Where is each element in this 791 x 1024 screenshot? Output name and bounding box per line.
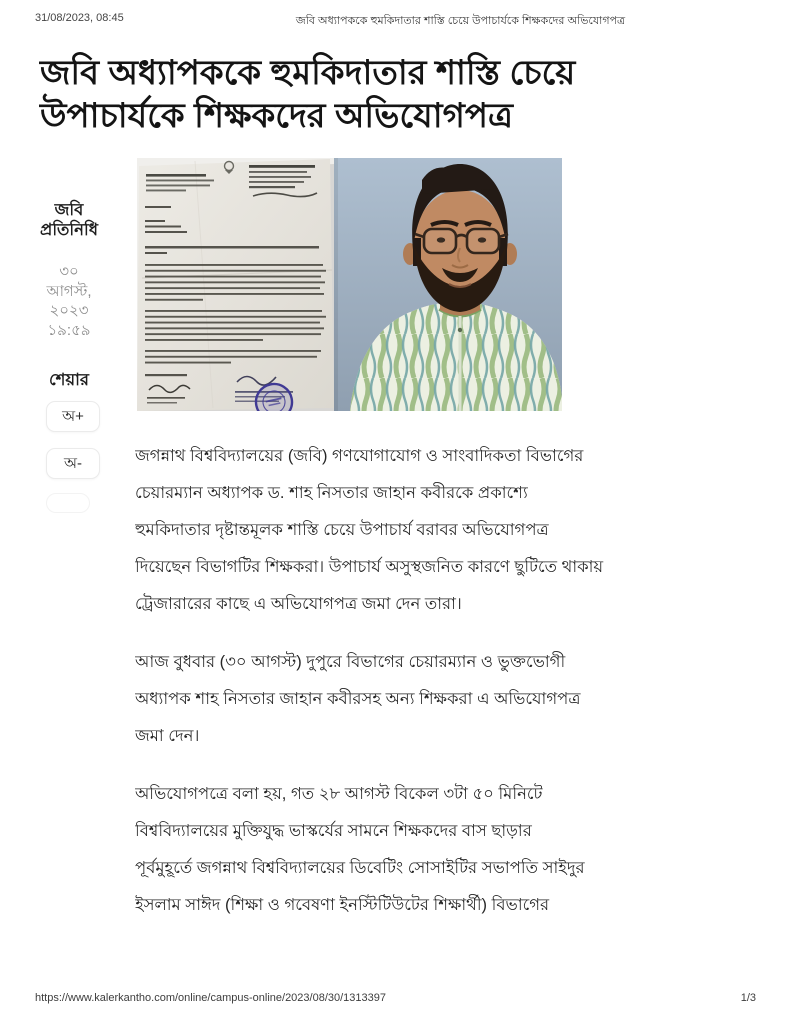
font-decrease-button[interactable]: অ- — [46, 448, 100, 479]
paragraph: অভিযোগপত্রে বলা হয়, গত ২৮ আগস্ট বিকেল ৩টা ৫০ মিনিটে বিশ্ববিদ্যালয়ের মুক্তিযুদ্ধ ভাস্কর্যের সামনে শিক্ষকদের বাস ছাড়ার পূর্বমুহূর্তে জগন্নাথ বিশ্ববিদ্যালয়ের ডিবেটিং সোসাইটির সভাপতি সাইদুর ইসলাম সাঈদ (শিক্ষা ও গবেষণা ইনস্টিটিউটের শিক্ষার্থী) বিভাগের — [135, 785, 585, 914]
paragraph: আজ বুধবার (৩০ আগস্ট) দুপুরে বিভাগের চেয়ারম্যান ও ভুক্তভোগী অধ্যাপক শাহ নিসতার জাহান কবীরসহ অন্য শিক্ষকরা এ অভিযোগপত্র জমা দেন। — [135, 653, 581, 745]
article-body — [135, 438, 695, 945]
publish-datetime: ৩০ আগস্ট, ২০২৩ ১৯:৫৯ — [46, 263, 92, 339]
page-indicator: 1/3 — [740, 992, 756, 1004]
article-headline — [40, 52, 760, 138]
print-datetime: 31/08/2023, 08:45 — [35, 12, 124, 24]
portrait-photo — [334, 158, 562, 411]
article-image-graphic — [137, 158, 562, 411]
share-label: শেয়ার — [48, 371, 90, 389]
source-url: https://www.kalerkantho.com/online/campus-online/2023/08/30/1313397 — [35, 992, 387, 1004]
share-button-placeholder[interactable] — [46, 493, 90, 513]
article-image — [137, 158, 562, 411]
headline-line: জবি অধ্যাপককে হুমকিদাতার শাস্তি চেয়ে — [40, 54, 576, 92]
letter-document — [137, 159, 339, 411]
article-byline: জবি প্রতিনিধি — [40, 201, 98, 239]
font-increase-button[interactable]: অ+ — [46, 401, 100, 432]
print-document-title: জবি অধ্যাপককে হুমকিদাতার শাস্তি চেয়ে উপাচার্যকে শিক্ষকদের অভিযোগপত্র — [295, 15, 626, 27]
headline-line: উপাচার্যকে শিক্ষকদের অভিযোগপত্র — [40, 97, 513, 135]
paragraph: জগন্নাথ বিশ্ববিদ্যালয়ের (জবি) গণযোগাযোগ ও সাংবাদিকতা বিভাগের চেয়ারম্যান অধ্যাপক ড. শাহ নিসতার জাহান কবীরকে প্রকাশ্যে হুমকিদাতার দৃষ্টান্তমূলক শাস্তি চেয়ে উপাচার্য বরাবর অভিযোগপত্র দিয়েছেন বিভাগটির শিক্ষকরা। উপাচার্য অসুস্থজনিত কারণে ছুটিতে থাকায় ট্রেজারারের কাছে এ অভিযোগপত্র জমা দেন তারা। — [135, 447, 604, 613]
